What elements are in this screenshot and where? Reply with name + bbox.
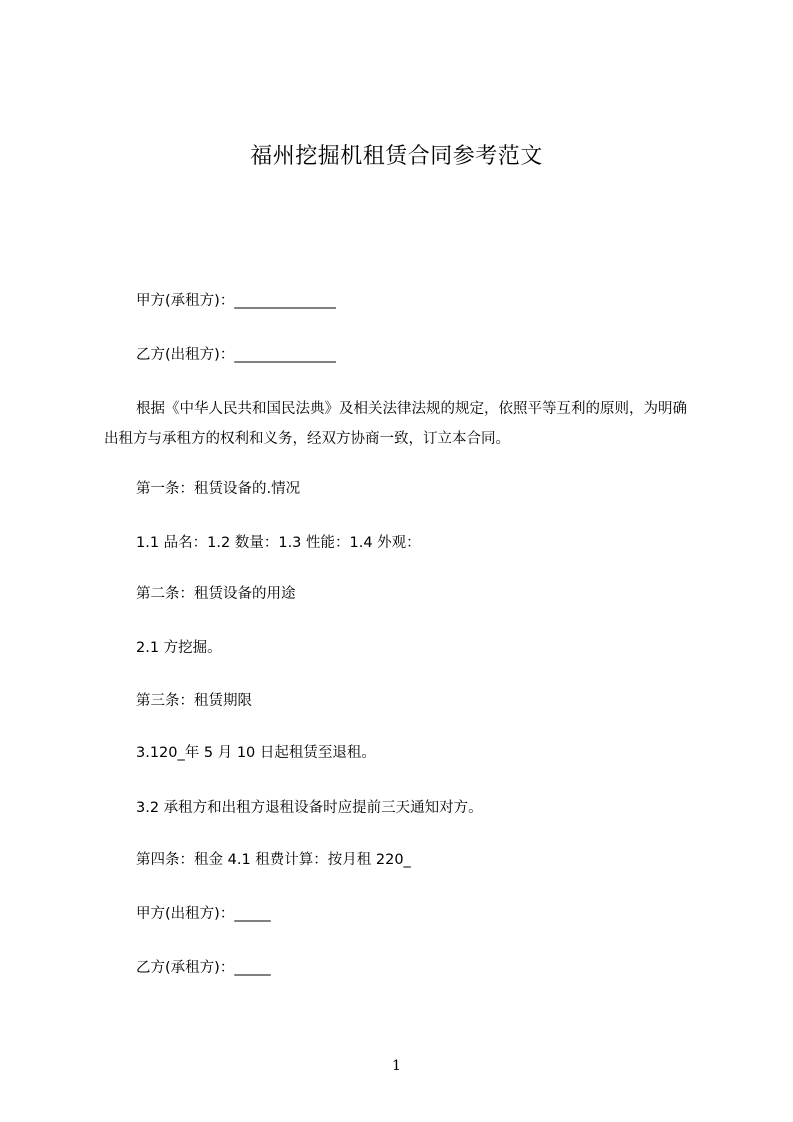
article-2-heading: 第二条：租赁设备的用途 xyxy=(136,586,296,602)
article-4-heading: 第四条：租金 4.1 租费计算：按月租 220_ xyxy=(136,852,411,868)
party-b-lessee-signature: 乙方(承租方)：_____ xyxy=(136,960,271,976)
article-3-item-2: 3.2 承租方和出租方退租设备时应提前三天通知对方。 xyxy=(136,800,483,816)
article-1-heading: 第一条：租赁设备的.情况 xyxy=(136,481,301,497)
party-b-lessor-line: 乙方(出租方)：______________ xyxy=(136,347,336,363)
article-1-items: 1.1 品名：1.2 数量：1.3 性能：1.4 外观： xyxy=(136,535,421,551)
article-3-heading: 第三条：租赁期限 xyxy=(136,693,252,709)
party-a-lessor-signature: 甲方(出租方)：_____ xyxy=(136,906,271,922)
article-3-item-1: 3.120_年 5 月 10 日起租赁至退租。 xyxy=(136,745,376,761)
page-number: 1 xyxy=(392,1058,401,1074)
document-title: 福州挖掘机租赁合同参考范文 xyxy=(250,144,543,169)
preamble-paragraph: 根据《中华人民共和国民法典》及相关法律法规的规定，依照平等互利的原则，为明确出租方与承租方的权利和义务，经双方协商一致，订立本合同。 xyxy=(104,401,687,447)
article-2-item: 2.1 方挖掘。 xyxy=(136,640,222,656)
party-a-lessee-line: 甲方(承租方)：______________ xyxy=(136,293,336,309)
